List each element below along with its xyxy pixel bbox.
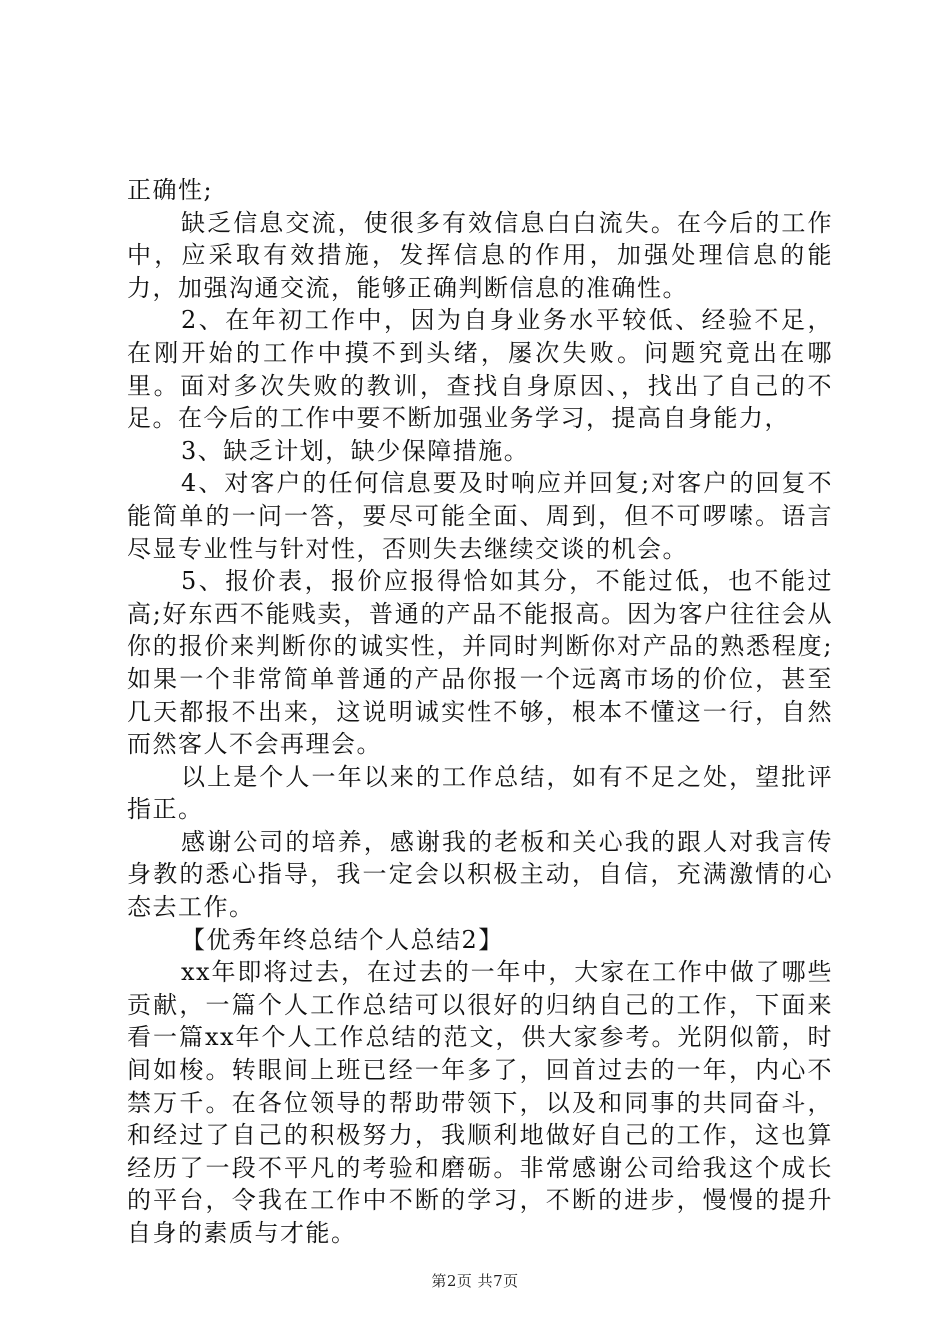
paragraph-thanks: 感谢公司的培养，感谢我的老板和关心我的跟人对我言传身教的悉心指导，我一定会以积极主动，自信，充满激情的心态去工作。: [127, 827, 833, 922]
paragraph-item-5: 5、报价表，报价应报得恰如其分，不能过低，也不能过高;好东西不能贱卖，普通的产品不能报高。因为客户往往会从你的报价来判断你的诚实性，并同时判断你对产品的熟悉程度;如果一个非常简单普通的产品你报一个远离市场的价位，甚至几天都报不出来，这说明诚实性不够，根本不懂这一行，自然而然客人不会再理会。: [127, 567, 833, 759]
paragraph-item-2: 2、在年初工作中，因为自身业务水平较低、经验不足，在刚开始的工作中摸不到头绪，屡次失败。问题究竟出在哪里。面对多次失败的教训，查找自身原因、，找出了自己的不足。在今后的工作中要不断加强业务学习，提高自身能力，: [127, 306, 833, 433]
paragraph-information-exchange: 缺乏信息交流，使很多有效信息白白流失。在今后的工作中，应采取有效措施，发挥信息的作用，加强处理信息的能力，加强沟通交流，能够正确判断信息的准确性。: [127, 208, 833, 302]
paragraph-continuation: 正确性;: [127, 176, 214, 204]
paragraph-section-2-intro: xx年即将过去，在过去的一年中，大家在工作中做了哪些贡献，一篇个人工作总结可以很好的归纳自己的工作，下面来看一篇xx年个人工作总结的范文，供大家参考。光阴似箭，时间如梭。转眼间上班已经一年多了，回首过去的一年，内心不禁万千。在各位领导的帮助带领下，以及和同事的共同奋斗，和经过了自己的积极努力，我顺利地做好自己的工作，这也算经历了一段不平凡的考验和磨砺。非常感谢公司给我这个成长的平台，令我在工作中不断的学习，不断的进步，慢慢的提升自身的素质与才能。: [127, 958, 833, 1247]
page-number: 第2页 共7页: [431, 1272, 519, 1290]
paragraph-item-4: 4、对客户的任何信息要及时响应并回复;对客户的回复不能简单的一问一答，要尽可能全面、周到，但不可啰嗦。语言尽显专业性与针对性，否则失去继续交谈的机会。: [127, 469, 833, 563]
paragraph-summary: 以上是个人一年以来的工作总结，如有不足之处，望批评指正。: [127, 762, 833, 824]
paragraph-item-3: 3、缺乏计划，缺少保障措施。: [181, 436, 530, 465]
document-body: [127, 174, 833, 1250]
section-heading: 【优秀年终总结个人总结2】: [181, 925, 504, 954]
